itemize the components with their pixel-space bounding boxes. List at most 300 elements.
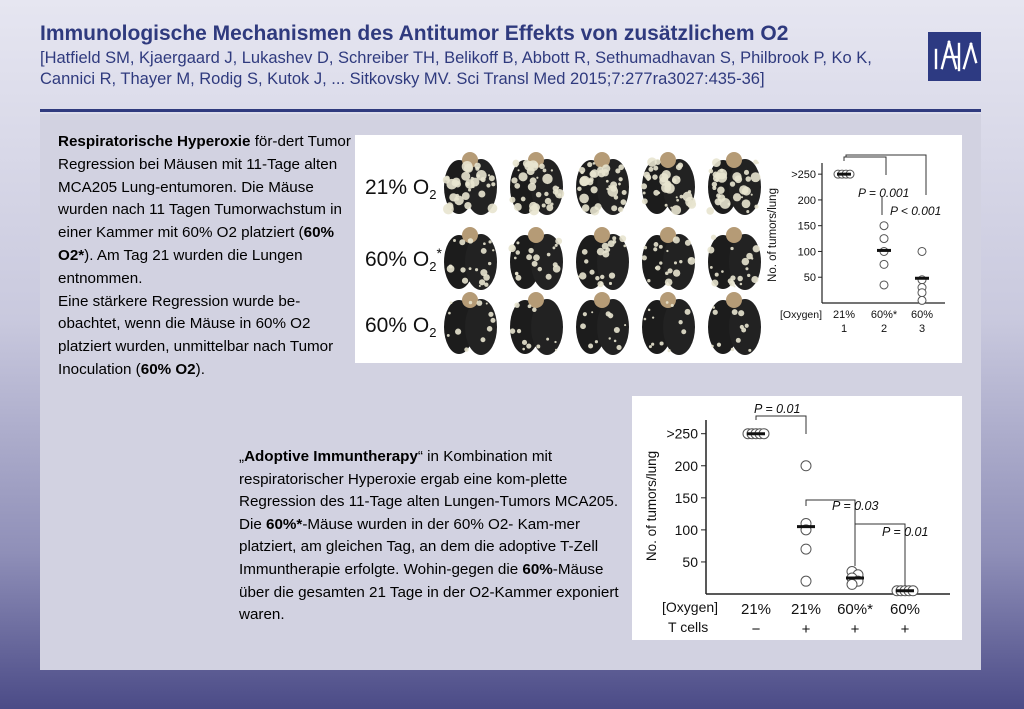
tumor-nodule <box>542 203 546 207</box>
tumor-nodule <box>459 239 465 245</box>
tumor-nodule <box>481 337 486 342</box>
tumor-nodule <box>555 244 558 247</box>
lung-image <box>508 227 563 290</box>
tumor-nodule <box>666 301 669 304</box>
tumor-nodule <box>642 198 648 204</box>
tumor-nodule <box>655 159 661 165</box>
tumor-nodule <box>455 329 461 335</box>
tumor-nodule <box>514 164 518 168</box>
tumor-nodule <box>742 199 751 208</box>
t-cells-label: T cells <box>668 619 709 635</box>
category-number: 3 <box>918 323 926 335</box>
tumor-nodule <box>643 246 647 250</box>
tumor-nodule <box>619 177 623 181</box>
data-point <box>847 579 857 589</box>
tumor-nodule <box>671 205 681 215</box>
category-number: 2 <box>880 323 888 335</box>
tumor-nodule <box>452 178 460 186</box>
lung-image <box>642 292 695 355</box>
tumor-nodule <box>653 190 659 196</box>
tumor-nodule <box>462 278 468 284</box>
tumor-nodule <box>553 189 559 195</box>
tumor-nodule <box>543 169 547 173</box>
tumor-nodule <box>733 193 741 201</box>
tumor-nodule <box>514 302 519 307</box>
tumor-nodule <box>648 167 653 172</box>
tumor-nodule <box>551 169 553 171</box>
tumor-nodule <box>653 166 658 171</box>
tumor-nodule <box>606 188 608 190</box>
tumor-nodule <box>468 239 471 242</box>
tumor-nodule <box>584 259 588 263</box>
tumor-nodule <box>465 182 469 186</box>
tumor-nodule <box>443 176 450 183</box>
tumor-nodule <box>751 194 753 196</box>
tumor-nodule <box>608 185 611 188</box>
tumor-nodule <box>536 192 542 198</box>
text-run: “ in Kombination mit respiratorischer Hyperoxie ergab eine kom-plette Regression des 11-Tage alten Lungen-Tumors MCA205. <box>239 448 619 511</box>
tumor-nodule <box>602 169 609 176</box>
tumor-nodule <box>753 245 760 252</box>
tumor-nodule <box>685 240 691 246</box>
tumor-nodule <box>612 240 616 244</box>
lung-image <box>510 292 563 355</box>
tumor-nodule <box>536 177 538 179</box>
tumor-nodule <box>460 267 465 272</box>
tumor-nodule <box>648 177 651 180</box>
tumor-nodule <box>546 338 549 341</box>
tumor-nodule <box>681 329 686 334</box>
row-label-text: 21% O <box>365 176 430 199</box>
text-bold: 60% O2* <box>58 224 335 264</box>
tumor-nodule <box>581 171 584 174</box>
tumor-nodule <box>742 191 744 193</box>
tumor-nodule <box>707 246 714 253</box>
logo-icon <box>928 32 981 81</box>
tumor-nodule <box>553 265 561 273</box>
tumor-nodule <box>621 199 627 205</box>
tumor-nodule <box>595 340 598 343</box>
tumor-nodule <box>578 276 580 278</box>
slide-title: Immunologische Mechanismen des Antitumor Effekts von zusätzlichem O2 <box>40 22 789 45</box>
tumor-nodule <box>555 349 557 351</box>
tumor-nodule <box>528 304 532 308</box>
tumor-nodule <box>720 169 723 172</box>
tumor-nodule <box>659 245 663 249</box>
tumor-nodule <box>488 262 491 265</box>
tumor-nodule <box>469 267 472 270</box>
lung-heart <box>726 292 742 308</box>
tumor-nodule <box>528 183 536 191</box>
tumor-nodule <box>720 198 731 209</box>
tumor-nodule <box>589 171 596 178</box>
figure-tcell-chart <box>632 396 962 640</box>
tumor-nodule <box>488 174 490 176</box>
tumor-nodule <box>481 248 487 254</box>
tumor-nodule <box>747 274 750 277</box>
logo <box>928 32 981 81</box>
tumor-nodule <box>514 203 522 211</box>
tumor-nodule <box>529 202 537 210</box>
tumor-nodule <box>600 275 604 279</box>
tumor-nodule <box>527 167 535 175</box>
tumor-nodule <box>614 327 620 333</box>
tumor-nodule <box>583 312 587 316</box>
tumor-nodule <box>606 247 611 252</box>
tumor-nodule <box>522 340 527 345</box>
tumor-nodule <box>740 283 743 286</box>
lung-heart <box>726 227 742 243</box>
lung-image <box>509 152 564 215</box>
lung-image <box>576 292 629 355</box>
tumor-nodule <box>511 177 517 183</box>
lung-heart <box>594 227 610 243</box>
p-value-label: P = 0.01 <box>754 402 801 416</box>
tumor-nodule <box>659 177 668 186</box>
y-tick-label: 50 <box>803 272 816 285</box>
tumor-nodule <box>674 261 677 264</box>
text-run: ). Am Tag 21 wurden die Lungen entnommen. <box>58 246 303 287</box>
tumor-nodule <box>730 275 735 280</box>
tumor-nodule <box>673 236 680 243</box>
text-run: „ <box>239 448 245 465</box>
figure-lungs-oxygen <box>355 135 962 363</box>
tumor-nodule <box>737 276 742 281</box>
data-point <box>880 222 888 230</box>
lung-heart <box>660 152 676 168</box>
tumor-nodule <box>606 311 611 316</box>
tumor-nodule <box>487 326 493 332</box>
tumor-nodule <box>679 260 682 263</box>
category-label: 60% <box>910 309 934 321</box>
y-tick-label: 200 <box>674 457 698 474</box>
tumor-nodule <box>539 164 545 170</box>
data-point <box>880 235 888 243</box>
category-label: 21% <box>790 601 822 618</box>
text-run: Eine stärkere Regression wurde be-obachtet, wenn die Mäuse in 60% O2 platziert wurden, unmittelbar nach Tumor Inoculation ( <box>58 292 334 378</box>
lung-heart <box>528 227 544 243</box>
tumor-nodule <box>651 343 654 346</box>
tumor-nodule <box>580 176 590 186</box>
tumor-nodule <box>736 338 741 343</box>
tumor-nodule <box>660 341 664 345</box>
tumor-nodule <box>652 174 657 179</box>
tumor-nodule <box>732 309 738 315</box>
tumor-nodule <box>709 169 714 174</box>
tumor-nodule <box>676 199 679 202</box>
tumor-nodule <box>515 275 521 281</box>
tumor-nodule <box>532 261 538 267</box>
tumor-nodule <box>579 272 586 279</box>
tumor-nodule <box>597 281 603 287</box>
tumor-nodule <box>688 257 696 265</box>
tumor-nodule <box>738 310 744 316</box>
tumor-nodule <box>746 210 749 213</box>
lung-image <box>706 152 761 215</box>
tumor-nodule <box>488 203 498 213</box>
text-run: ). <box>195 360 205 378</box>
y-tick-label: >250 <box>791 169 816 182</box>
tumor-nodule <box>546 204 553 211</box>
tumor-nodule <box>516 241 519 244</box>
tumor-nodule <box>488 312 493 317</box>
tumor-nodule <box>685 309 691 315</box>
y-tick-label: 50 <box>682 553 698 570</box>
tumor-nodule <box>659 261 662 264</box>
tumor-nodule <box>622 190 627 195</box>
row-label-sub: 2 <box>429 325 437 341</box>
tumor-nodule <box>606 180 609 183</box>
tumor-nodule <box>492 249 494 251</box>
tumor-nodule <box>746 253 753 260</box>
tumor-nodule <box>644 318 647 321</box>
tumor-nodule <box>508 245 515 252</box>
tumor-nodule <box>654 242 659 247</box>
tumor-nodule <box>536 345 540 349</box>
tumor-nodule <box>528 248 533 253</box>
tumor-nodule <box>665 204 668 207</box>
tumor-nodule <box>711 280 718 287</box>
tumor-nodule <box>618 164 624 170</box>
y-axis-label: No. of tumors/lung <box>644 450 659 562</box>
y-tick-label: 150 <box>797 220 816 233</box>
tumor-nodule <box>538 267 542 271</box>
tumor-nodule <box>486 302 488 304</box>
tumor-nodule <box>618 183 621 186</box>
tumor-nodule <box>580 323 586 329</box>
y-tick-label: >250 <box>666 425 698 442</box>
category-number: 1 <box>840 323 848 335</box>
tumor-nodule <box>577 187 582 192</box>
tumor-nodule <box>483 242 486 245</box>
tumor-nodule <box>479 279 485 285</box>
p-value-label: P = 0.01 <box>882 525 929 539</box>
tumor-nodule <box>610 185 617 192</box>
y-tick-label: 100 <box>674 521 698 538</box>
tumor-nodule <box>518 169 520 171</box>
tumor-nodule <box>614 340 617 343</box>
tumor-nodule <box>486 183 490 187</box>
tumor-nodule <box>643 192 646 195</box>
tumor-nodule <box>753 160 758 165</box>
tumor-nodule <box>732 172 741 181</box>
tumor-nodule <box>478 191 485 198</box>
tumor-nodule <box>483 274 490 281</box>
data-point <box>880 281 888 289</box>
tumor-nodule <box>665 278 673 286</box>
tumor-nodule <box>609 282 612 285</box>
tumor-nodule <box>521 197 526 202</box>
data-point <box>918 289 926 297</box>
y-tick-label: 100 <box>797 246 816 259</box>
tumor-nodule <box>555 238 562 245</box>
tumor-nodule <box>489 175 495 181</box>
tumor-nodule <box>477 300 483 306</box>
paragraph-hyperoxia <box>58 131 356 382</box>
tumor-nodule <box>670 207 672 209</box>
category-label: 60%* <box>837 601 873 618</box>
row-label-text: 60% O <box>365 314 430 337</box>
y-axis-label: No. of tumors/lung <box>767 188 779 282</box>
tumor-nodule <box>666 250 668 252</box>
tumor-nodule <box>678 163 684 169</box>
tumor-nodule <box>623 245 626 248</box>
tumor-nodule <box>510 328 515 333</box>
tumor-nodule <box>514 183 520 189</box>
tumor-nodule <box>655 267 658 270</box>
tcells-value: + <box>900 621 910 638</box>
tumor-nodule <box>447 334 450 337</box>
chart-tcells <box>632 396 962 640</box>
text-bold: Adoptive Immuntherapy <box>244 448 418 465</box>
tumor-nodule <box>729 281 735 287</box>
lung-image <box>576 227 629 290</box>
tumor-nodule <box>518 172 527 181</box>
tcells-value: + <box>801 621 811 638</box>
tumor-nodule <box>517 329 521 333</box>
tumor-nodule <box>711 345 714 348</box>
tumor-nodule <box>706 207 714 215</box>
tumor-nodule <box>713 310 718 315</box>
tumor-nodule <box>614 195 618 199</box>
tumor-nodule <box>553 246 556 249</box>
tumor-nodule <box>717 343 721 347</box>
lung-image <box>642 227 695 290</box>
row-label-sub: 2 <box>429 259 437 275</box>
tumor-nodule <box>671 304 674 307</box>
tumor-nodule <box>741 196 743 198</box>
tumor-nodule <box>649 345 652 348</box>
tumor-nodule <box>450 301 453 304</box>
tumor-nodule <box>652 317 654 319</box>
tumor-nodule <box>710 266 713 269</box>
tumor-nodule <box>641 183 647 189</box>
tumor-nodule <box>514 257 517 260</box>
tumor-nodule <box>711 235 716 240</box>
tumor-nodule <box>642 255 647 260</box>
tumor-nodule <box>717 187 724 194</box>
tumor-nodule <box>554 341 556 343</box>
tumor-nodule <box>588 344 593 349</box>
lung-image <box>641 152 696 215</box>
tumor-nodule <box>745 267 748 270</box>
tumor-nodule <box>647 279 650 282</box>
row-label-21 <box>365 173 436 202</box>
tumor-nodule <box>464 202 471 209</box>
data-point <box>918 296 926 304</box>
row-label-sup: * <box>436 245 442 261</box>
tumor-nodule <box>751 276 758 283</box>
lung-image <box>444 292 497 355</box>
tumor-nodule <box>522 348 525 351</box>
tumor-nodule <box>672 176 681 185</box>
tumor-nodule <box>740 325 744 329</box>
slide-citation: [Hatfield SM, Kjaergaard J, Lukashev D, Schreiber TH, Belikoff B, Abbott R, Sethumadhavan S, Philbrook P, Ko K, Cannici R, Thayer M, Rodig S, Kutok J, ... Sitkovsky MV. Sci Transl Med 2015;7:277ra3027:435-36] <box>40 49 872 88</box>
tumor-nodule <box>624 324 626 326</box>
tumor-nodule <box>611 205 617 211</box>
tumor-nodule <box>509 197 515 203</box>
tumor-nodule <box>453 239 456 242</box>
tumor-nodule <box>490 318 495 323</box>
tumor-nodule <box>715 173 721 179</box>
tumor-nodule <box>582 249 588 255</box>
tumor-nodule <box>582 204 590 212</box>
tumor-nodule <box>730 181 735 186</box>
tumor-nodule <box>730 247 733 250</box>
tumor-nodule <box>712 306 715 309</box>
text-run: -Mäuse über die gesamten 21 Tage in der O2-Kammer exponiert waren. <box>239 560 619 624</box>
p-value-label: P = 0.03 <box>832 499 879 513</box>
tumor-nodule <box>533 254 540 261</box>
category-label: 21% <box>740 601 772 618</box>
tumor-nodule <box>587 162 592 167</box>
lung-image <box>444 227 497 290</box>
lung-heart <box>594 292 610 308</box>
tumor-nodule <box>557 187 559 189</box>
tumor-nodule <box>591 311 593 313</box>
tumor-nodule <box>491 182 495 186</box>
tumor-nodule <box>744 170 749 175</box>
tumor-nodule <box>542 174 552 184</box>
tumor-nodule <box>748 349 751 352</box>
row-label-text: 60% O <box>365 248 430 271</box>
category-label: 60% <box>889 601 921 618</box>
tumor-nodule <box>515 272 519 276</box>
tumor-nodule <box>479 285 481 287</box>
tumor-nodule <box>668 349 671 352</box>
tumor-nodule <box>618 207 623 212</box>
tumor-nodule <box>447 265 455 273</box>
text-run: -Mäuse wurden in der 60% O2- Kam-mer platziert, am gleichen Tag, an dem die adoptive T-Zell Immuntherapie erfolgte. Wohin-gegen die <box>239 515 599 578</box>
tumor-nodule <box>679 320 683 324</box>
tumor-nodule <box>468 189 471 192</box>
tumor-nodule <box>754 205 758 209</box>
row-label-sub: 2 <box>429 187 437 203</box>
tumor-nodule <box>609 272 615 278</box>
category-label: 21% <box>832 309 856 321</box>
tumor-nodule <box>739 185 748 194</box>
lung-image <box>576 152 629 216</box>
text-bold: 60%* <box>266 515 303 533</box>
tumor-nodule <box>475 167 479 171</box>
tcells-value: + <box>850 621 860 638</box>
tumor-nodule <box>475 268 478 271</box>
row-label-60 <box>365 311 436 340</box>
tumor-nodule <box>526 254 532 260</box>
text-bold: Respiratorische Hyperoxie <box>58 133 251 150</box>
tumor-nodule <box>532 308 537 313</box>
tumor-nodule <box>546 274 552 280</box>
tumor-nodule <box>448 206 452 210</box>
p-value-label: P = 0.001 <box>858 186 910 200</box>
lung-photos <box>440 135 770 363</box>
y-tick-label: 200 <box>797 194 816 207</box>
tumor-nodule <box>676 196 678 198</box>
tumor-nodule <box>448 312 451 315</box>
tumor-nodule <box>595 276 599 280</box>
tumor-nodule <box>558 193 561 196</box>
tumor-nodule <box>464 164 473 173</box>
tumor-nodule <box>545 198 552 205</box>
tumor-nodule <box>716 193 721 198</box>
tumor-nodule <box>678 177 680 179</box>
data-point <box>918 247 926 255</box>
tumor-nodule <box>721 270 724 273</box>
tumor-nodule <box>653 247 657 251</box>
lung-heart <box>462 292 478 308</box>
tumor-nodule <box>715 273 719 277</box>
tumor-nodule <box>612 236 616 240</box>
